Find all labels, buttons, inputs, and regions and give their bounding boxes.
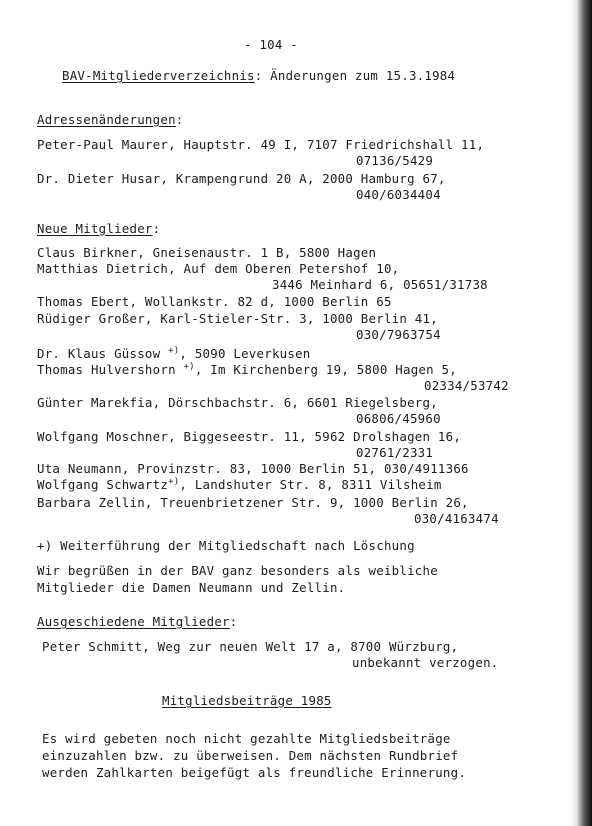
fees-line: einzuzahlen bzw. zu überweisen. Dem nächsten Rundbrief [42, 748, 459, 763]
member-line: Günter Marekfia, Dörschbachstr. 6, 6601 Riegelsberg, [37, 395, 438, 410]
member-line: 030/4163474 [414, 511, 499, 526]
footnote-marker: +) [168, 346, 180, 356]
footnote: +) Weiterführung der Mitgliedschaft nach Löschung [37, 538, 415, 553]
member-line: Claus Birkner, Gneisenaustr. 1 B, 5800 Hagen [37, 245, 377, 260]
address-line: Peter-Paul Maurer, Hauptstr. 49 I, 7107 Friedrichshall 11, [37, 137, 485, 152]
heading-colon: : [254, 68, 263, 83]
section-heading-address-changes: Adressenänderungen: [37, 112, 184, 127]
member-line: Rüdiger Großer, Karl-Stieler-Str. 3, 1000 Berlin 41, [37, 311, 438, 326]
member-line: 030/7963754 [356, 327, 441, 342]
fees-line: werden Zahlkarten beigefügt als freundliche Erinnerung. [42, 765, 467, 780]
member-line-schwartz: Wolfgang Schwartz+), Landshuter Str. 8, 8311 Vilsheim [37, 477, 442, 492]
departed-line: Peter Schmitt, Weg zur neuen Welt 17 a, 8700 Würzburg, [42, 639, 459, 654]
member-line: Matthias Dietrich, Auf dem Oberen Petershof 10, [37, 261, 400, 276]
document-heading [62, 68, 455, 83]
member-line: Thomas Ebert, Wollankstr. 82 d, 1000 Berlin 65 [37, 294, 392, 309]
welcome-line: Mitglieder die Damen Neumann und Zellin. [37, 580, 346, 595]
heading-subtitle: Änderungen zum 15.3.1984 [262, 68, 456, 83]
footnote-marker: +) [168, 477, 180, 487]
departed-line: unbekannt verzogen. [352, 655, 499, 670]
member-line-hulvershorn: Thomas Hulvershorn +), Im Kirchenberg 19, 5800 Hagen 5, [37, 362, 457, 377]
heading-title: BAV-Mitgliederverzeichnis [62, 68, 255, 83]
section-heading-departed: Ausgeschiedene Mitglieder: [37, 614, 238, 629]
welcome-line: Wir begrüßen in der BAV ganz besonders als weibliche [37, 563, 438, 578]
member-line: Barbara Zellin, Treuenbrietzener Str. 9, 1000 Berlin 26, [37, 495, 469, 510]
member-line: 02761/2331 [356, 445, 434, 460]
member-line: Wolfgang Moschner, Biggeseestr. 11, 5962 Drolshagen 16, [37, 429, 462, 444]
fees-line: Es wird gebeten noch nicht gezahlte Mitgliedsbeiträge [42, 731, 451, 746]
section-heading-fees: Mitgliedsbeiträge 1985 [162, 693, 332, 708]
page-number: - 104 - [244, 37, 298, 52]
member-line: 02334/53742 [424, 378, 509, 393]
address-line: Dr. Dieter Husar, Krampengrund 20 A, 2000 Hamburg 67, [37, 171, 446, 186]
member-line: 3446 Meinhard 6, 05651/31738 [272, 277, 488, 292]
member-line: Uta Neumann, Provinzstr. 83, 1000 Berlin 51, 030/4911366 [37, 461, 469, 476]
address-line: 040/6034404 [356, 187, 441, 202]
member-line-gussow: Dr. Klaus Güssow +), 5090 Leverkusen [37, 346, 311, 361]
section-heading-new-members: Neue Mitglieder: [37, 221, 161, 236]
address-line: 07136/5429 [356, 153, 434, 168]
scan-edge-shadow [570, 0, 592, 826]
footnote-marker: +) [183, 362, 195, 372]
member-line: 06806/45960 [356, 411, 441, 426]
